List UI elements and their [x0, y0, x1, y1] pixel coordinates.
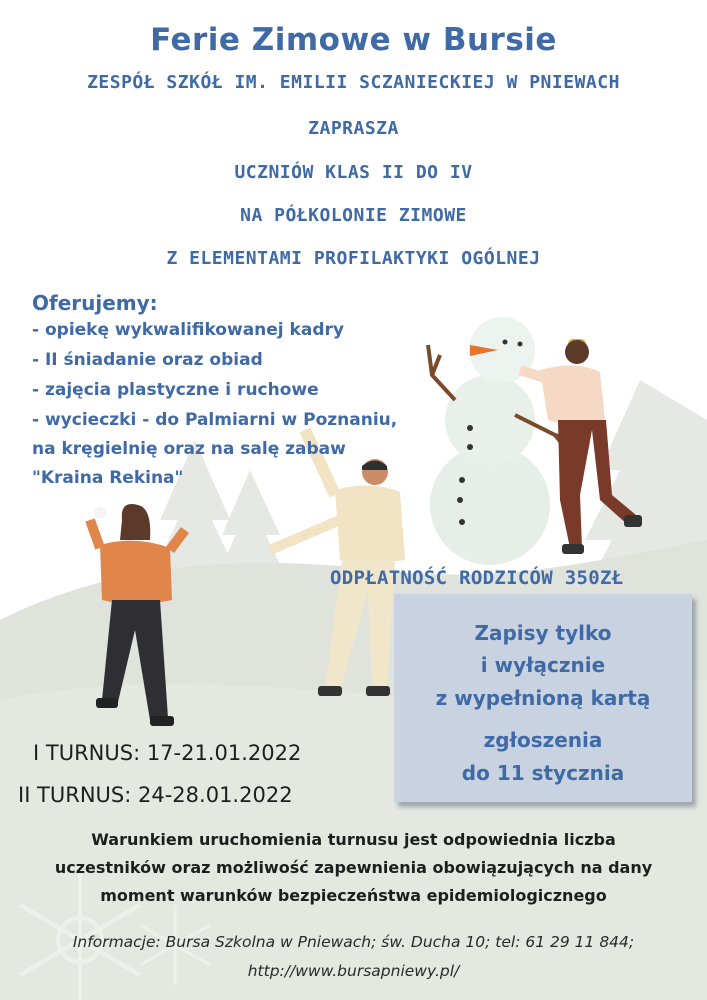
conditions-line: moment warunków bezpieczeństwa epidemiologicznego: [100, 886, 607, 905]
registration-line: z wypełnioną kartą: [435, 686, 651, 710]
offer-item: - zajęcia plastyczne i ruchowe: [32, 380, 319, 400]
contact-info: Informacje: Bursa Szkolna w Pniewach; św. Ducha 10; tel: 61 29 11 844;: [72, 933, 635, 951]
offer-item: - II śniadanie oraz obiad: [32, 350, 263, 370]
registration-line: Zapisy tylko: [474, 621, 612, 645]
turn-2-dates: II TURNUS: 24-28.01.2022: [18, 783, 293, 807]
poster-title: Ferie Zimowe w Bursie: [150, 22, 557, 58]
conditions-line: Warunkiem uruchomienia turnusu jest odpowiednia liczba: [91, 830, 616, 849]
offer-heading: Oferujemy:: [32, 291, 158, 315]
parent-fee: ODPŁATNOŚĆ RODZICÓW 350ZŁ: [330, 567, 624, 589]
offer-item: - opiekę wykwalifikowanej kadry: [32, 320, 344, 340]
event-subtitle: Z ELEMENTAMI PROFILAKTYKI OGÓLNEJ: [166, 248, 541, 269]
school-name: ZESPÓŁ SZKÓŁ IM. EMILII SCZANIECKIEJ W PNIEWACH: [87, 72, 620, 93]
registration-line: do 11 stycznia: [461, 761, 625, 785]
website-link[interactable]: http://www.bursapniewy.pl/: [247, 962, 460, 980]
conditions-line: uczestników oraz możliwość zapewnienia obowiązujących na dany: [54, 858, 653, 877]
offer-item: na kręgielnię oraz na salę zabaw: [32, 439, 346, 459]
offer-item: - wycieczki - do Palmiarni w Poznaniu,: [32, 410, 398, 430]
event-type: NA PÓŁKOLONIE ZIMOWE: [240, 205, 467, 226]
invitation-text: ZAPRASZA: [308, 118, 399, 139]
target-grades: UCZNIÓW KLAS II DO IV: [234, 162, 473, 183]
registration-line: i wyłącznie: [480, 653, 606, 677]
offer-item: "Kraina Rekina": [32, 468, 184, 488]
registration-line: zgłoszenia: [483, 728, 603, 752]
turn-1-dates: I TURNUS: 17-21.01.2022: [33, 741, 302, 765]
